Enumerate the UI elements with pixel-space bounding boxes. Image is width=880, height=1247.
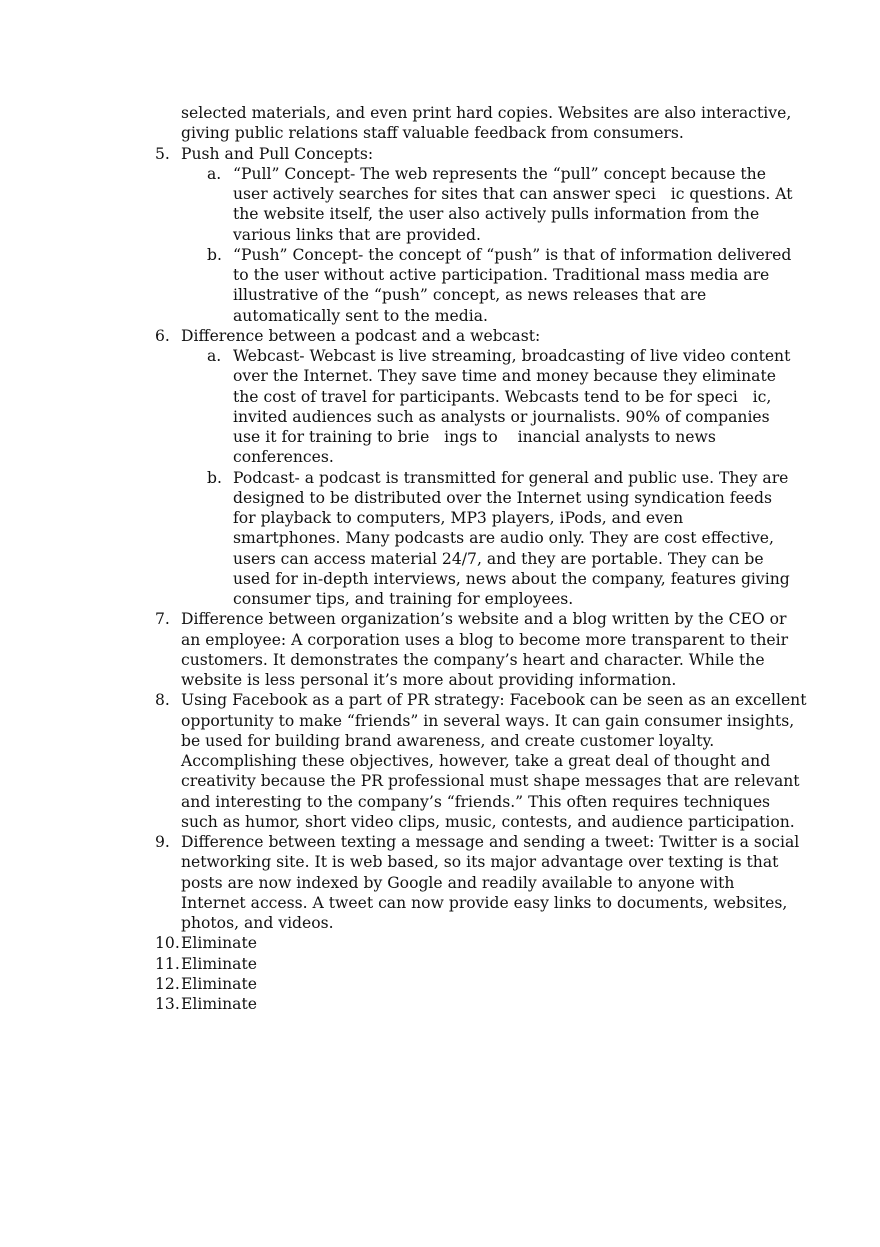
sub-item-text: consumer tips, and training for employees. [233,590,574,608]
list-item-text: Difference between organization’s website and a blog written by the CEO or [181,610,787,629]
list-item-number: 13. [155,995,180,1013]
sub-item-text: automatically sent to the media. [233,306,488,325]
list-item-number: 6. [155,326,170,345]
list-item [0,933,880,953]
list-item-text: such as humor, short video clips, music, contests, and audience participation. [181,812,795,831]
list-item-text: Eliminate [181,954,257,973]
list-item [0,954,880,974]
intro-line: selected materials, and even print hard copies. Websites are also interactive, [181,104,792,122]
list-item-text: Using Facebook as a part of PR strategy: Facebook can be seen as an excellent [181,691,807,710]
list-item-text: Internet access. A tweet can now provide easy links to documents, websites, [181,893,788,912]
list-item-number: 8. [155,691,170,710]
sub-item-text: invited audiences such as analysts or journalists. 90% of companies [233,407,770,426]
sub-item-text: to the user without active participation. Traditional mass media are [233,266,770,284]
list-item [0,994,880,1014]
sub-item-text: the cost of travel for participants. Webcasts tend to be for speci ic, [233,387,772,406]
list-item-text: photos, and videos. [181,914,334,932]
list-item-text: and interesting to the company’s “friends.” This often requires techniques [181,792,771,811]
list-item-text: be used for building brand awareness, and create customer loyalty. [181,731,715,750]
list-item [0,832,880,933]
list-item [0,609,880,690]
intro-line: giving public relations staff valuable feedback from consumers. [181,124,684,143]
list-item-text: customers. It demonstrates the company’s heart and character. While the [181,650,765,669]
sub-item-letter: b. [207,245,222,264]
sub-item-text: use it for training to brie ings to inancial analysts to news [233,428,716,446]
sub-item-text: Podcast- a podcast is transmitted for general and public use. They are [233,468,789,487]
list-item-text: Difference between texting a message and sending a tweet: Twitter is a social [181,833,800,851]
sub-item-text: users can access material 24/7, and they are portable. They can be [233,549,764,568]
sub-item-text: “Pull” Concept- The web represents the “pull” concept because the [233,164,766,183]
sub-item-text: user actively searches for sites that can answer speci ic questions. At [233,185,793,203]
list-item-text: Difference between a podcast and a webcast: [181,326,541,345]
list-item-text: opportunity to make “friends” in several ways. It can gain consumer insights, [181,711,795,730]
sub-item-text: over the Internet. They save time and money because they eliminate [233,367,776,386]
list-item-text: Push and Pull Concepts: [181,144,374,163]
list-item-text: Eliminate [181,995,257,1013]
list-item-text: networking site. It is web based, so its major advantage over texting is that [181,853,779,872]
list-item-number: 9. [155,833,170,851]
sub-item-letter: b. [207,468,222,487]
list-item [0,326,880,610]
sub-item-text: designed to be distributed over the Internet using syndication feeds [233,488,773,507]
list-item-text: website is less personal it’s more about providing information. [181,671,677,689]
list-item-text: creativity because the PR professional must shape messages that are relevant [181,772,800,791]
sub-item-text: used for in-depth interviews, news about the company, features giving [233,569,790,588]
list-item-text: an employee: A corporation uses a blog to become more transparent to their [181,630,789,649]
list-item-number: 5. [155,144,170,163]
sub-item-letter: a. [207,347,222,365]
sub-item-text: various links that are provided. [233,225,481,244]
list-item-number: 12. [155,974,180,993]
sub-item-text: the website itself, the user also actively pulls information from the [233,205,760,224]
sub-item-text: illustrative of the “push” concept, as news releases that are [233,286,707,305]
sub-item-text: “Push” Concept- the concept of “push” is that of information delivered [233,245,792,264]
sub-item-text: conferences. [233,448,334,467]
sub-item-text: for playback to computers, MP3 players, iPods, and even [233,509,684,527]
list-item-number: 11. [155,954,180,973]
list-item [0,144,880,326]
document-page [0,103,880,1014]
sub-item-letter: a. [207,164,222,183]
list-item [0,690,880,832]
sub-item-text: smartphones. Many podcasts are audio only. They are cost effective, [233,529,774,548]
list-item-text: Eliminate [181,934,257,953]
list-item-text: posts are now indexed by Google and readily available to anyone with [181,873,735,892]
list-item-text: Accomplishing these objectives, however, take a great deal of thought and [181,752,771,770]
list-item [0,974,880,994]
list-item-number: 10. [155,934,180,953]
sub-item-text: Webcast- Webcast is live streaming, broadcasting of live video content [233,347,791,365]
list-item-number: 7. [155,610,170,629]
list-item-text: Eliminate [181,974,257,993]
